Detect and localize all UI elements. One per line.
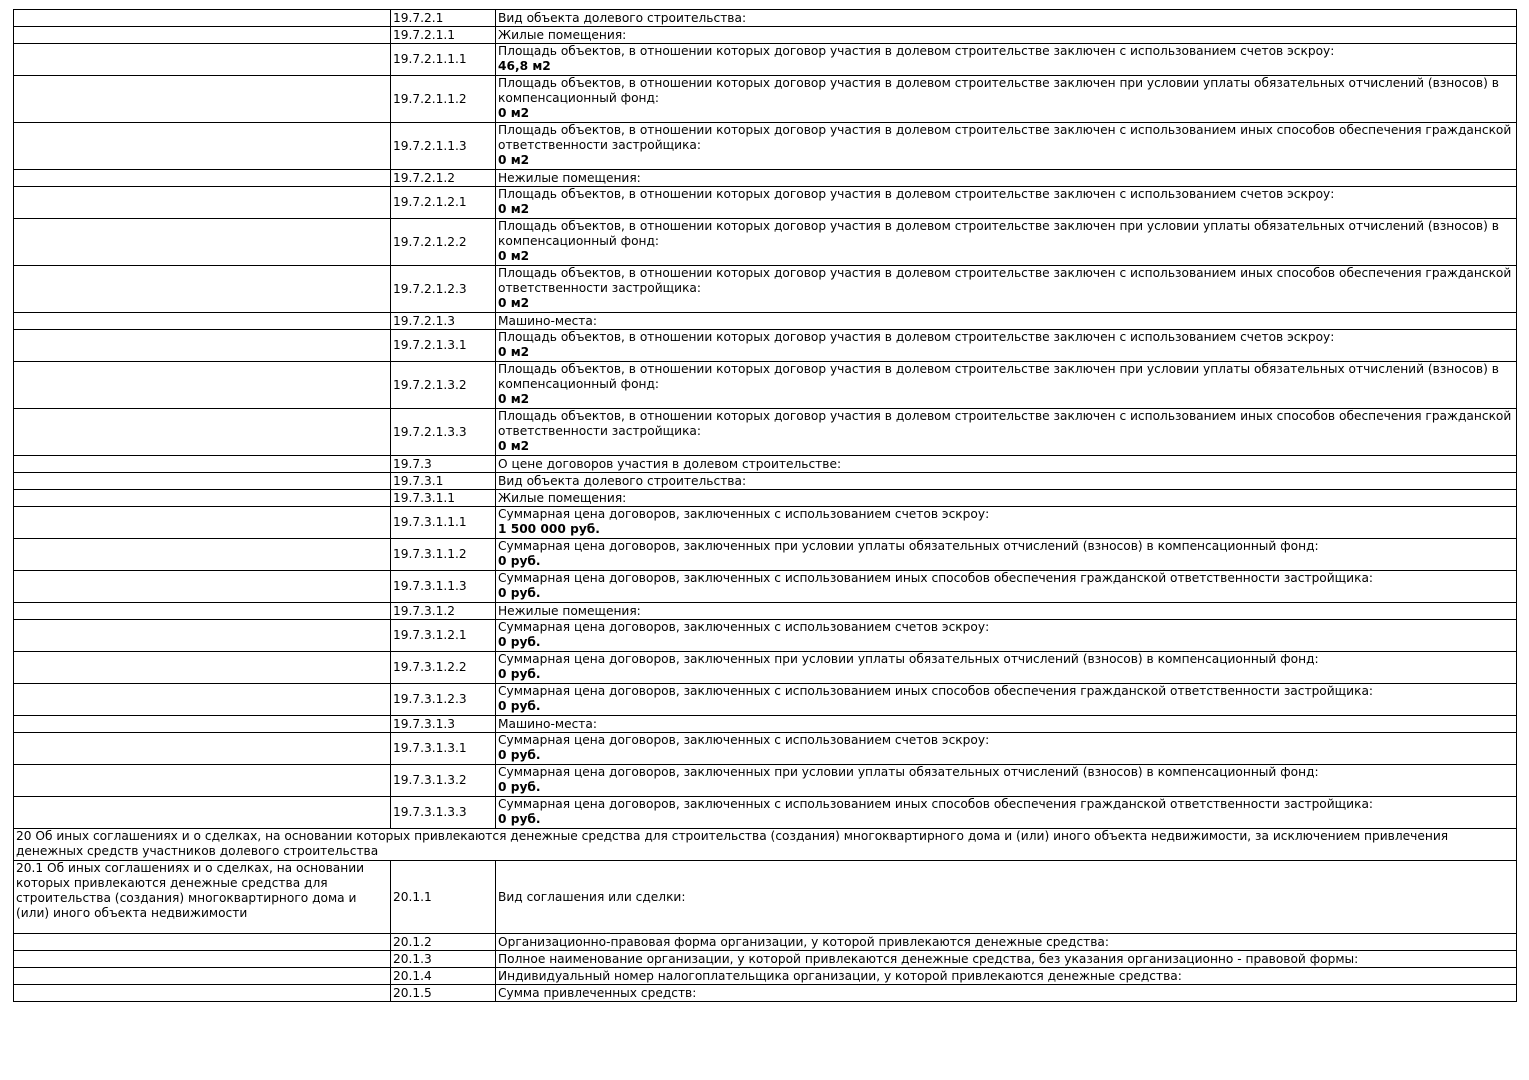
- table-row: [14, 187, 1517, 219]
- row-text-label: Площадь объектов, в отношении которых договор участия в долевом строительстве заключен при условии уплаты обязательных отчислений (взносов) в компенсационный фонд:: [498, 362, 1499, 391]
- label-cell: [14, 684, 391, 716]
- row-number: 19.7.2.1.3.2: [391, 362, 496, 409]
- row-number: 19.7.3.1.3: [391, 716, 496, 733]
- table-row: [14, 409, 1517, 456]
- row-text-label: Машино-места:: [498, 716, 597, 731]
- label-cell: [14, 765, 391, 797]
- row-value: 1 500 000 руб.: [498, 522, 600, 536]
- row-text: Сумма привлеченных средств:: [496, 985, 1517, 1002]
- row-number: 19.7.2.1.3.1: [391, 330, 496, 362]
- row-text-label: Жилые помещения:: [498, 490, 627, 505]
- row-text-label: Суммарная цена договоров, заключенных с использованием иных способов обеспечения гражданской ответственности застройщика:: [498, 684, 1374, 698]
- label-cell: [14, 490, 391, 507]
- row-number: 19.7.3.1.3.2: [391, 765, 496, 797]
- label-cell: [14, 571, 391, 603]
- row-number: 19.7.3.1.3.1: [391, 733, 496, 765]
- row-number: 19.7.2.1.3: [391, 313, 496, 330]
- row-text: [496, 409, 1517, 456]
- row-number: 19.7.3.1.1.2: [391, 539, 496, 571]
- row-value: 0 руб.: [498, 812, 541, 826]
- row-value: 0 м2: [498, 106, 530, 120]
- row-number: 20.1.5: [391, 985, 496, 1002]
- row-number: 19.7.3.1: [391, 473, 496, 490]
- table-row: [14, 571, 1517, 603]
- table-row: [14, 951, 1517, 968]
- row-number: 20.1.3: [391, 951, 496, 968]
- label-cell: [14, 968, 391, 985]
- row-text-label: Суммарная цена договоров, заключенных при условии уплаты обязательных отчислений (взносов) в компенсационный фонд:: [498, 652, 1319, 666]
- label-cell: [14, 362, 391, 409]
- label-cell: [14, 934, 391, 951]
- label-cell: [14, 716, 391, 733]
- row-number: 19.7.2.1.2.2: [391, 219, 496, 266]
- row-text-label: Площадь объектов, в отношении которых договор участия в долевом строительстве заключен при условии уплаты обязательных отчислений (взносов) в компенсационный фонд:: [498, 76, 1499, 105]
- label-cell: [14, 27, 391, 44]
- row-text-label: Вид объекта долевого строительства:: [498, 10, 747, 25]
- table-row: [14, 27, 1517, 44]
- row-value: 0 руб.: [498, 748, 541, 762]
- label-cell: [14, 456, 391, 473]
- row-text-label: Площадь объектов, в отношении которых договор участия в долевом строительстве заключен с использованием счетов эскроу:: [498, 187, 1335, 201]
- label-cell: [14, 330, 391, 362]
- row-text-label: Площадь объектов, в отношении которых договор участия в долевом строительстве заключен с использованием иных способов обеспечения гражданской ответственности застройщика:: [498, 266, 1512, 295]
- row-text: [496, 652, 1517, 684]
- table-row: [14, 620, 1517, 652]
- table-row: [14, 76, 1517, 123]
- table-row: [14, 10, 1517, 27]
- label-cell: [14, 603, 391, 620]
- row-text: [496, 10, 1517, 27]
- row-text-label: Суммарная цена договоров, заключенных с использованием счетов эскроу:: [498, 620, 990, 634]
- row-text-label: Суммарная цена договоров, заключенных с использованием иных способов обеспечения гражданской ответственности застройщика:: [498, 571, 1374, 585]
- row-number: 19.7.2.1.2: [391, 170, 496, 187]
- row-text: [496, 44, 1517, 76]
- row-number: 19.7.3.1.2.3: [391, 684, 496, 716]
- row-text-label: Суммарная цена договоров, заключенных с использованием счетов эскроу:: [498, 507, 990, 521]
- row-number: 19.7.2.1.1: [391, 27, 496, 44]
- table-row: [14, 266, 1517, 313]
- row-number: 19.7.2.1.2.1: [391, 187, 496, 219]
- table-row: [14, 507, 1517, 539]
- row-number: 20.1.1: [391, 861, 496, 934]
- row-value: 0 руб.: [498, 699, 541, 713]
- row-value: 0 м2: [498, 153, 530, 167]
- table-row: [14, 219, 1517, 266]
- section-20-title: 20 Об иных соглашениях и о сделках, на основании которых привлекаются денежные средства для строительства (создания) многоквартирного дома и (или) иного объекта недвижимости, за исключением привлечения денежных средств участников долевого строительства: [14, 829, 1517, 861]
- row-text: [496, 170, 1517, 187]
- row-text: [496, 123, 1517, 170]
- row-text-label: Площадь объектов, в отношении которых договор участия в долевом строительстве заключен с использованием счетов эскроу:: [498, 44, 1335, 58]
- row-number: 19.7.3.1.2: [391, 603, 496, 620]
- row-text: Организационно-правовая форма организации, у которой привлекаются денежные средства:: [496, 934, 1517, 951]
- label-cell: [14, 539, 391, 571]
- table-row: [14, 861, 1517, 934]
- row-value: 0 руб.: [498, 586, 541, 600]
- row-number: 19.7.3.1.1.3: [391, 571, 496, 603]
- label-cell: [14, 313, 391, 330]
- row-text: [496, 620, 1517, 652]
- row-number: 19.7.2.1: [391, 10, 496, 27]
- table-row: [14, 330, 1517, 362]
- table-body: [14, 10, 1517, 1002]
- row-number: 19.7.2.1.3.3: [391, 409, 496, 456]
- section-header-row: [14, 829, 1517, 861]
- row-text: [496, 765, 1517, 797]
- table-row: [14, 765, 1517, 797]
- label-cell: [14, 652, 391, 684]
- row-text-label: Площадь объектов, в отношении которых договор участия в долевом строительстве заключен при условии уплаты обязательных отчислений (взносов) в компенсационный фонд:: [498, 219, 1499, 248]
- row-text: Индивидуальный номер налогоплательщика организации, у которой привлекаются денежные средства:: [496, 968, 1517, 985]
- row-value: 46,8 м2: [498, 59, 551, 73]
- row-text: [496, 733, 1517, 765]
- row-text: [496, 219, 1517, 266]
- table-row: [14, 603, 1517, 620]
- table-row: [14, 797, 1517, 829]
- row-text: [496, 539, 1517, 571]
- row-text: [496, 684, 1517, 716]
- table-row: [14, 968, 1517, 985]
- table-row: [14, 473, 1517, 490]
- row-number: 19.7.3.1.2.2: [391, 652, 496, 684]
- row-text-label: Площадь объектов, в отношении которых договор участия в долевом строительстве заключен с использованием иных способов обеспечения гражданской ответственности застройщика:: [498, 409, 1512, 438]
- row-number: 19.7.3.1.1.1: [391, 507, 496, 539]
- row-value: 0 м2: [498, 439, 530, 453]
- row-text: [496, 490, 1517, 507]
- row-text-label: Суммарная цена договоров, заключенных при условии уплаты обязательных отчислений (взносов) в компенсационный фонд:: [498, 539, 1319, 553]
- row-text: [496, 187, 1517, 219]
- table-row: [14, 313, 1517, 330]
- row-text: [496, 27, 1517, 44]
- table-row: [14, 934, 1517, 951]
- table-row: [14, 490, 1517, 507]
- row-value: 0 руб.: [498, 667, 541, 681]
- row-value: 0 м2: [498, 345, 530, 359]
- row-value: 0 м2: [498, 249, 530, 263]
- row-number: 19.7.2.1.1.3: [391, 123, 496, 170]
- row-value: 0 м2: [498, 202, 530, 216]
- label-cell: [14, 409, 391, 456]
- row-text: [496, 313, 1517, 330]
- row-number: 19.7.2.1.1.1: [391, 44, 496, 76]
- row-number: 20.1.2: [391, 934, 496, 951]
- row-text-label: О цене договоров участия в долевом строительстве:: [498, 456, 842, 471]
- label-cell: [14, 266, 391, 313]
- row-value: 0 м2: [498, 392, 530, 406]
- table-row: [14, 733, 1517, 765]
- label-cell: [14, 44, 391, 76]
- table-row: [14, 652, 1517, 684]
- table-row: [14, 362, 1517, 409]
- row-number: 19.7.2.1.1.2: [391, 76, 496, 123]
- table-row: [14, 716, 1517, 733]
- row-text-label: Площадь объектов, в отношении которых договор участия в долевом строительстве заключен с использованием иных способов обеспечения гражданской ответственности застройщика:: [498, 123, 1512, 152]
- row-text: [496, 571, 1517, 603]
- row-number: 19.7.3: [391, 456, 496, 473]
- label-cell: [14, 985, 391, 1002]
- table-row: [14, 539, 1517, 571]
- row-number: 19.7.2.1.2.3: [391, 266, 496, 313]
- label-cell: [14, 473, 391, 490]
- row-text: [496, 266, 1517, 313]
- table-row: [14, 684, 1517, 716]
- row-text-label: Суммарная цена договоров, заключенных с использованием счетов эскроу:: [498, 733, 990, 747]
- label-cell: [14, 187, 391, 219]
- row-value: 0 руб.: [498, 554, 541, 568]
- row-text: Вид соглашения или сделки:: [496, 861, 1517, 934]
- row-text: [496, 473, 1517, 490]
- table-row: [14, 44, 1517, 76]
- row-text: [496, 507, 1517, 539]
- row-text: [496, 716, 1517, 733]
- row-text: [496, 330, 1517, 362]
- label-cell: [14, 733, 391, 765]
- label-cell: [14, 951, 391, 968]
- label-cell: [14, 219, 391, 266]
- row-text-label: Вид объекта долевого строительства:: [498, 473, 747, 488]
- label-cell: [14, 123, 391, 170]
- row-number: 20.1.4: [391, 968, 496, 985]
- label-cell: [14, 170, 391, 187]
- row-text-label: Нежилые помещения:: [498, 170, 641, 185]
- row-number: 19.7.3.1.3.3: [391, 797, 496, 829]
- row-text-label: Жилые помещения:: [498, 27, 627, 42]
- label-cell: [14, 620, 391, 652]
- row-value: 0 руб.: [498, 780, 541, 794]
- row-text: [496, 603, 1517, 620]
- row-text: [496, 797, 1517, 829]
- row-text: [496, 456, 1517, 473]
- table-row: [14, 123, 1517, 170]
- row-text-label: Машино-места:: [498, 313, 597, 328]
- row-text: [496, 76, 1517, 123]
- row-text: Полное наименование организации, у которой привлекаются денежные средства, без указания организационно - правовой формы:: [496, 951, 1517, 968]
- row-text-label: Нежилые помещения:: [498, 603, 641, 618]
- row-number: 19.7.3.1.2.1: [391, 620, 496, 652]
- table-row: [14, 985, 1517, 1002]
- table-row: [14, 170, 1517, 187]
- table-row: [14, 456, 1517, 473]
- label-cell: [14, 797, 391, 829]
- row-value: 0 руб.: [498, 635, 541, 649]
- row-text: [496, 362, 1517, 409]
- row-text-label: Суммарная цена договоров, заключенных при условии уплаты обязательных отчислений (взносов) в компенсационный фонд:: [498, 765, 1319, 779]
- label-cell: [14, 10, 391, 27]
- row-number: 19.7.3.1.1: [391, 490, 496, 507]
- subsection-20-1-title: 20.1 Об иных соглашениях и о сделках, на основании которых привлекаются денежные средства для строительства (создания) многоквартирного дома и (или) иного объекта недвижимости: [14, 861, 391, 934]
- row-text-label: Площадь объектов, в отношении которых договор участия в долевом строительстве заключен с использованием счетов эскроу:: [498, 330, 1335, 344]
- document-table: [13, 9, 1517, 1002]
- row-text-label: Суммарная цена договоров, заключенных с использованием иных способов обеспечения гражданской ответственности застройщика:: [498, 797, 1374, 811]
- label-cell: [14, 76, 391, 123]
- label-cell: [14, 507, 391, 539]
- row-value: 0 м2: [498, 296, 530, 310]
